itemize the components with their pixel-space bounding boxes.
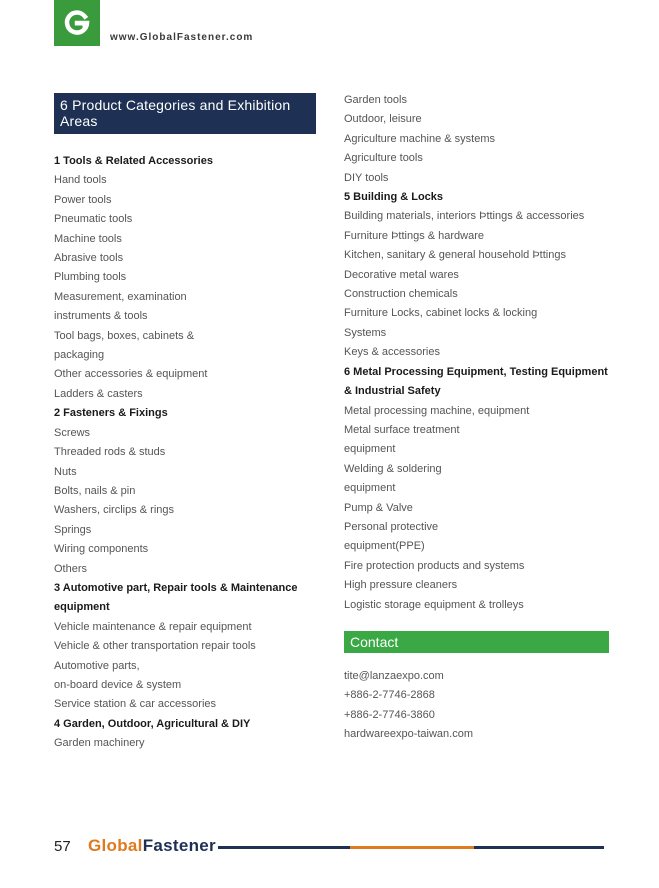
list-item: Springs bbox=[54, 523, 92, 536]
category-heading: 3 Automotive part, Repair tools & Maintenance bbox=[54, 581, 298, 594]
list-item: Ladders & casters bbox=[54, 387, 143, 400]
site-url: www.GlobalFastener.com bbox=[110, 32, 254, 43]
list-item: Nuts bbox=[54, 465, 77, 478]
footer-brand bbox=[88, 836, 216, 856]
list-item: Bolts, nails & pin bbox=[54, 484, 136, 497]
list-item: Fire protection products and systems bbox=[344, 559, 525, 572]
list-item: packaging bbox=[54, 349, 105, 362]
list-item: Kitchen, sanitary & general household Þttings bbox=[344, 249, 566, 262]
list-item: Wiring components bbox=[54, 543, 149, 556]
category-heading: 1 Tools & Related Accessories bbox=[54, 155, 213, 167]
list-item: Garden tools bbox=[344, 94, 407, 106]
contact-item: +886-2-7746-2868 bbox=[344, 689, 435, 702]
list-item: Threaded rods & studs bbox=[54, 446, 166, 459]
left-category-list bbox=[54, 152, 316, 754]
globalfastener-logo-icon bbox=[54, 0, 100, 46]
list-item: Construction chemicals bbox=[344, 288, 458, 301]
list-item: Keys & accessories bbox=[344, 346, 440, 359]
product-categories-continued-column bbox=[344, 91, 609, 745]
list-item: Vehicle & other transportation repair tools bbox=[54, 640, 256, 653]
category-heading: equipment bbox=[54, 601, 110, 614]
list-item: Metal processing machine, equipment bbox=[344, 404, 530, 417]
list-item: Abrasive tools bbox=[54, 252, 124, 265]
list-item: Measurement, examination bbox=[54, 290, 187, 303]
list-item: Tool bags, boxes, cabinets & bbox=[54, 329, 195, 342]
list-item: Service station & car accessories bbox=[54, 698, 217, 711]
right-category-list bbox=[344, 91, 609, 615]
list-item: equipment(PPE) bbox=[344, 540, 425, 553]
list-item: Garden machinery bbox=[54, 737, 145, 750]
list-item: Machine tools bbox=[54, 232, 122, 245]
list-item: High pressure cleaners bbox=[344, 579, 458, 592]
list-item: Plumbing tools bbox=[54, 271, 127, 284]
list-item: Washers, circlips & rings bbox=[54, 504, 175, 517]
list-item: Welding & soldering bbox=[344, 462, 442, 475]
contact-item: hardwareexpo-taiwan.com bbox=[344, 728, 474, 741]
list-item: Screws bbox=[54, 426, 91, 439]
list-item: Decorative metal wares bbox=[344, 268, 459, 281]
list-item: instruments & tools bbox=[54, 310, 148, 323]
list-item: equipment bbox=[344, 482, 396, 495]
list-item: Power tools bbox=[54, 193, 112, 206]
list-item: Agriculture machine & systems bbox=[344, 132, 495, 145]
list-item: Outdoor, leisure bbox=[344, 113, 422, 126]
footer-brand-global: Global bbox=[88, 836, 143, 855]
footer-rule-accent bbox=[350, 846, 474, 849]
list-item: on-board device & system bbox=[54, 678, 182, 691]
list-item: Building materials, interiors Þttings & accessories bbox=[344, 210, 585, 223]
list-item: Automotive parts, bbox=[54, 659, 140, 672]
list-item: Hand tools bbox=[54, 174, 107, 187]
footer-brand-fastener: Fastener bbox=[142, 836, 216, 855]
list-item: Logistic storage equipment & trolleys bbox=[344, 598, 524, 611]
contact-item: tite@lanzaexpo.com bbox=[344, 669, 444, 682]
category-heading: 6 Metal Processing Equipment, Testing Equipment bbox=[344, 365, 608, 378]
list-item: Other accessories & equipment bbox=[54, 368, 208, 381]
section-title: 6 Product Categories and Exhibition Areas bbox=[54, 93, 316, 134]
contact-list bbox=[344, 667, 609, 745]
list-item: Agriculture tools bbox=[344, 152, 423, 165]
list-item: Personal protective bbox=[344, 520, 439, 533]
list-item: Metal surface treatment bbox=[344, 423, 460, 436]
category-heading: 5 Building & Locks bbox=[344, 191, 444, 204]
contact-title: Contact bbox=[344, 631, 609, 653]
category-heading: & Industrial Safety bbox=[344, 385, 441, 398]
category-heading: 4 Garden, Outdoor, Agricultural & DIY bbox=[54, 717, 251, 730]
list-item: Pump & Valve bbox=[344, 501, 413, 514]
list-item: Furniture Þttings & hardware bbox=[344, 229, 485, 242]
list-item: DIY tools bbox=[344, 171, 389, 184]
list-item: Others bbox=[54, 562, 88, 575]
product-categories-column bbox=[54, 93, 316, 754]
list-item: equipment bbox=[344, 443, 396, 456]
contact-item: +886-2-7746-3860 bbox=[344, 708, 435, 721]
page-number: 57 bbox=[54, 838, 71, 855]
list-item: Furniture Locks, cabinet locks & locking bbox=[344, 307, 538, 320]
list-item: Systems bbox=[344, 326, 387, 339]
list-item: Vehicle maintenance & repair equipment bbox=[54, 620, 252, 633]
category-heading: 2 Fasteners & Fixings bbox=[54, 407, 168, 420]
list-item: Pneumatic tools bbox=[54, 213, 133, 226]
